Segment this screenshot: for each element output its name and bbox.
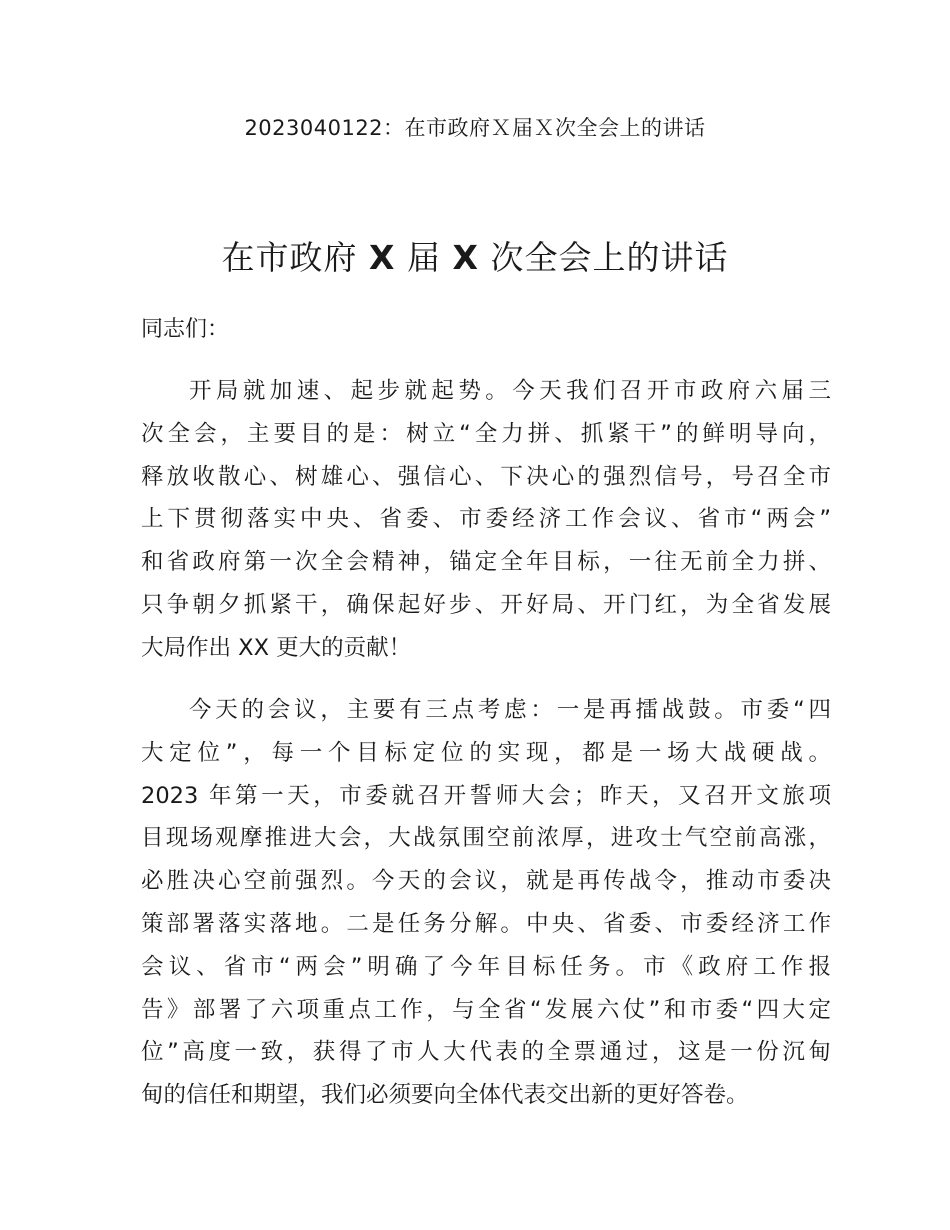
paragraph-line: 大局作出 XX 更大的贡献！ [141,634,412,661]
paragraph-line: 次全会，主要目的是：树立“全力拼、抓紧干”的鲜明导向， [141,420,831,447]
paragraph-line: 2023 年第一天，市委就召开誓师大会；昨天，又召开文旅项 [141,782,831,809]
paragraph-line: 会议、省市“两会”明确了今年目标任务。市《政府工作报 [141,953,831,980]
paragraph-line: 大定位”，每一个目标定位的实现，都是一场大战硬战。 [141,739,831,766]
paragraph-line: 上下贯彻落实中央、省委、市委经济工作会议、省市“两会” [141,506,831,533]
paragraph-1 [141,370,831,670]
salutation: 同志们： [141,317,230,342]
paragraph-2 [141,689,831,1117]
document-header: 2023040122：在市政府Ｘ届Ｘ次全会上的讲话 [244,116,706,140]
title-suffix: 次全会上的讲话 [490,238,729,277]
paragraph-line: 甸的信任和期望，我们必须要向全体代表交出新的更好答卷。 [141,1082,749,1109]
paragraph-line: 策部署落实落地。二是任务分解。中央、省委、市委经济工作 [141,910,831,937]
paragraph-line: 开局就加速、起步就起势。今天我们召开市政府六届三 [189,378,831,404]
paragraph-line: 位”高度一致，获得了市人大代表的全票通过，这是一份沉甸 [141,1039,831,1066]
title-prefix: 在市政府 [221,238,358,277]
paragraph-line: 只争朝夕抓紧干，确保起好步、开好局、开门红，为全省发展 [141,591,831,618]
paragraph-line: 释放收散心、树雄心、强信心、下决心的强烈信号，号召全市 [141,463,831,490]
paragraph-line: 今天的会议，主要有三点考虑：一是再擂战鼓。市委“四 [189,697,831,723]
paragraph-line: 告》部署了六项重点工作，与全省“发展六仗”和市委“四大定 [141,996,831,1023]
paragraph-line: 目现场观摩推进大会，大战氛围空前浓厚，进攻士气空前高涨， [141,825,831,852]
title-mid: 届 [407,238,441,277]
title-x1: X [369,238,396,277]
paragraph-line: 和省政府第一次全会精神，锚定全年目标，一往无前全力拼、 [141,549,831,576]
page-title [0,232,950,279]
title-x2: X [452,238,479,277]
paragraph-line: 必胜决心空前强烈。今天的会议，就是再传战令，推动市委决 [141,868,831,895]
